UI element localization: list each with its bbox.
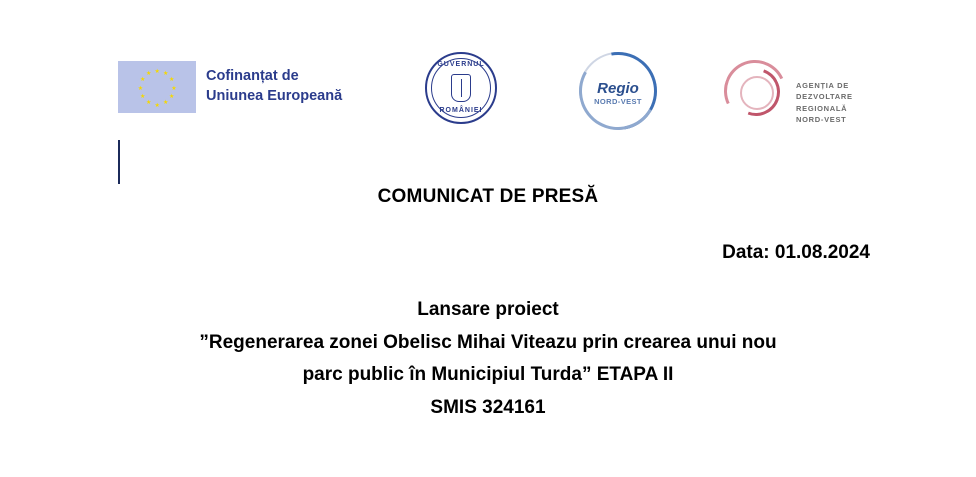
logo-band	[0, 52, 976, 132]
eu-logo-text-line2: Uniunea Europeană	[206, 88, 343, 104]
project-block	[0, 294, 976, 425]
project-title-line1: ”Regenerarea zonei Obelisc Mihai Viteazu prin crearea unui nou	[199, 331, 777, 353]
gov-seal-arc-top: GUVERNUL	[437, 61, 485, 68]
guvernul-romaniei-seal	[418, 52, 504, 132]
gov-seal-arc-bottom: ROMÂNIEI	[439, 107, 483, 114]
adr-logo-text-line3: NORD-VEST	[796, 114, 847, 124]
regio-subtitle: NORD-VEST	[594, 97, 642, 106]
adr-logo-text-line2: DEZVOLTARE REGIONALĂ	[796, 92, 853, 113]
left-vertical-rule	[118, 140, 120, 184]
adr-logo-text-line1: AGENȚIA DE	[796, 81, 849, 90]
eu-logo-text-line1: Cofinanțat de	[206, 68, 299, 85]
regio-wordmark: Regio	[597, 80, 639, 97]
project-title-line2: parc public în Municipiul Turda” ETAPA II	[302, 364, 674, 386]
adr-arc-inner	[740, 76, 774, 110]
page-title: COMUNICAT DE PRESĂ	[377, 186, 599, 207]
eu-flag-icon	[118, 61, 196, 113]
adr-nord-vest-logo	[714, 54, 894, 132]
gov-seal-emblem-icon	[451, 74, 471, 102]
document-date: Data: 01.08.2024	[722, 242, 870, 263]
project-smis-code: SMIS 324161	[430, 397, 546, 419]
project-heading: Lansare proiect	[417, 299, 559, 320]
document-body	[0, 186, 976, 425]
adr-logo-text	[796, 80, 896, 125]
eu-stars-circle: ★ ★ ★ ★ ★ ★ ★ ★ ★ ★ ★ ★	[137, 69, 177, 109]
adr-swirl-icon	[714, 54, 798, 128]
regio-nord-vest-logo	[573, 52, 663, 134]
eu-cofinancing-logo	[118, 61, 342, 113]
eu-logo-text	[206, 67, 342, 106]
